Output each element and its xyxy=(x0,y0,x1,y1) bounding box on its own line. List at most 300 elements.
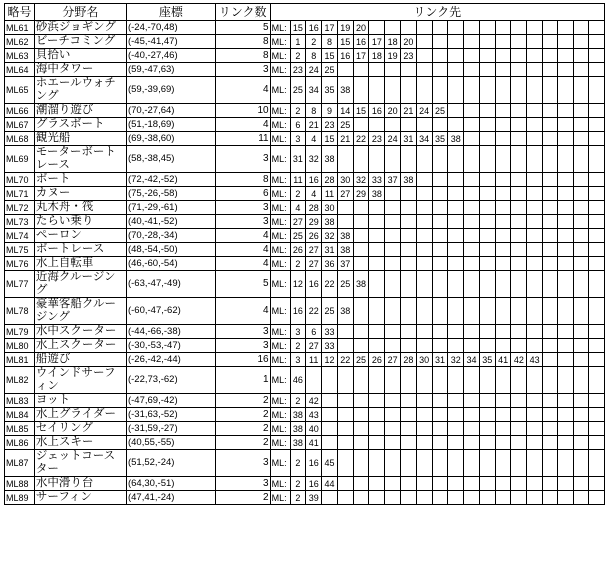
link-target-cell: 39 xyxy=(306,491,322,505)
row-link-count: 4 xyxy=(215,118,270,132)
empty-link-cell xyxy=(495,229,511,243)
empty-link-cell xyxy=(416,325,432,339)
empty-link-cell xyxy=(385,491,401,505)
empty-link-cell xyxy=(369,491,385,505)
empty-link-cell xyxy=(432,243,448,257)
empty-link-cell xyxy=(353,118,369,132)
empty-link-cell xyxy=(527,257,543,271)
empty-link-cell xyxy=(511,104,527,118)
empty-link-cell xyxy=(464,215,480,229)
empty-link-cell xyxy=(495,21,511,35)
row-name: 水中滑り台 xyxy=(34,477,126,491)
link-target-cell: 4 xyxy=(306,132,322,146)
empty-link-cell xyxy=(573,367,588,394)
link-target-cell: 3 xyxy=(290,132,306,146)
row-code: ML67 xyxy=(5,118,35,132)
empty-link-cell xyxy=(448,436,464,450)
row-link-count: 4 xyxy=(215,243,270,257)
empty-link-cell xyxy=(573,49,588,63)
row-coord: (71,-29,-61) xyxy=(126,201,215,215)
empty-link-cell xyxy=(573,132,588,146)
empty-link-cell xyxy=(495,187,511,201)
empty-link-cell xyxy=(432,367,448,394)
empty-link-cell xyxy=(448,394,464,408)
table-row xyxy=(5,298,605,325)
row-name: モーターボートレース xyxy=(34,146,126,173)
empty-link-cell xyxy=(369,394,385,408)
link-prefix: ML: xyxy=(270,215,290,229)
empty-link-cell xyxy=(589,63,605,77)
empty-link-cell xyxy=(479,450,495,477)
link-target-cell: 15 xyxy=(322,49,338,63)
empty-link-cell xyxy=(416,63,432,77)
empty-link-cell xyxy=(416,436,432,450)
link-target-cell: 32 xyxy=(306,146,322,173)
link-target-cell: 1 xyxy=(290,35,306,49)
row-code: ML85 xyxy=(5,422,35,436)
row-coord: (72,-42,-52) xyxy=(126,173,215,187)
row-coord: (-44,-66,-38) xyxy=(126,325,215,339)
link-target-cell: 25 xyxy=(432,104,448,118)
empty-link-cell xyxy=(573,118,588,132)
row-link-count: 4 xyxy=(215,257,270,271)
link-target-cell: 19 xyxy=(337,21,353,35)
link-target-cell: 38 xyxy=(290,422,306,436)
link-target-cell: 18 xyxy=(385,35,401,49)
empty-link-cell xyxy=(573,104,588,118)
row-coord: (59,-39,69) xyxy=(126,77,215,104)
link-target-cell: 35 xyxy=(322,77,338,104)
table-row xyxy=(5,201,605,215)
empty-link-cell xyxy=(337,146,353,173)
link-target-cell: 22 xyxy=(322,271,338,298)
empty-link-cell xyxy=(432,436,448,450)
empty-link-cell xyxy=(527,215,543,229)
link-target-cell: 33 xyxy=(322,339,338,353)
empty-link-cell xyxy=(511,229,527,243)
empty-link-cell xyxy=(543,146,558,173)
empty-link-cell xyxy=(385,477,401,491)
empty-link-cell xyxy=(416,422,432,436)
link-prefix: ML: xyxy=(270,146,290,173)
link-target-cell: 25 xyxy=(322,63,338,77)
row-coord: (-31,59,-27) xyxy=(126,422,215,436)
empty-link-cell xyxy=(527,477,543,491)
link-target-cell: 38 xyxy=(448,132,464,146)
table-row xyxy=(5,491,605,505)
empty-link-cell xyxy=(573,436,588,450)
empty-link-cell xyxy=(543,408,558,422)
table-row xyxy=(5,394,605,408)
empty-link-cell xyxy=(479,477,495,491)
row-name: ウインドサーフィン xyxy=(34,367,126,394)
link-target-cell: 16 xyxy=(353,35,369,49)
empty-link-cell xyxy=(369,77,385,104)
link-target-cell: 27 xyxy=(385,353,401,367)
link-target-cell: 23 xyxy=(322,118,338,132)
empty-link-cell xyxy=(464,271,480,298)
empty-link-cell xyxy=(543,187,558,201)
empty-link-cell xyxy=(511,21,527,35)
empty-link-cell xyxy=(495,146,511,173)
empty-link-cell xyxy=(369,118,385,132)
header-code: 略号 xyxy=(5,4,35,21)
link-prefix: ML: xyxy=(270,339,290,353)
empty-link-cell xyxy=(401,477,417,491)
link-target-cell: 4 xyxy=(306,187,322,201)
row-coord: (46,-60,-54) xyxy=(126,257,215,271)
link-target-cell: 16 xyxy=(306,21,322,35)
row-link-count: 8 xyxy=(215,49,270,63)
empty-link-cell xyxy=(353,491,369,505)
link-target-cell: 20 xyxy=(353,21,369,35)
empty-link-cell xyxy=(353,422,369,436)
row-code: ML89 xyxy=(5,491,35,505)
empty-link-cell xyxy=(527,394,543,408)
empty-link-cell xyxy=(527,450,543,477)
table-row xyxy=(5,187,605,201)
link-target-cell: 41 xyxy=(495,353,511,367)
row-coord: (47,41,-24) xyxy=(126,491,215,505)
link-target-cell: 34 xyxy=(464,353,480,367)
empty-link-cell xyxy=(432,325,448,339)
link-target-cell: 2 xyxy=(306,35,322,49)
link-prefix: ML: xyxy=(270,298,290,325)
empty-link-cell xyxy=(527,339,543,353)
empty-link-cell xyxy=(589,243,605,257)
link-target-cell: 25 xyxy=(290,229,306,243)
empty-link-cell xyxy=(401,243,417,257)
link-target-cell: 16 xyxy=(306,477,322,491)
empty-link-cell xyxy=(385,77,401,104)
empty-link-cell xyxy=(543,436,558,450)
empty-link-cell xyxy=(369,201,385,215)
empty-link-cell xyxy=(589,201,605,215)
row-name: 水中スクーター xyxy=(34,325,126,339)
empty-link-cell xyxy=(432,215,448,229)
link-target-cell: 26 xyxy=(306,229,322,243)
empty-link-cell xyxy=(558,118,573,132)
empty-link-cell xyxy=(573,422,588,436)
link-target-cell: 15 xyxy=(353,104,369,118)
table-body xyxy=(5,21,605,505)
link-target-cell: 23 xyxy=(290,63,306,77)
link-target-cell: 22 xyxy=(337,353,353,367)
empty-link-cell xyxy=(416,187,432,201)
row-link-count: 2 xyxy=(215,408,270,422)
empty-link-cell xyxy=(322,491,338,505)
link-target-cell: 20 xyxy=(385,104,401,118)
row-code: ML81 xyxy=(5,353,35,367)
row-code: ML74 xyxy=(5,229,35,243)
empty-link-cell xyxy=(432,477,448,491)
empty-link-cell xyxy=(353,367,369,394)
empty-link-cell xyxy=(543,257,558,271)
empty-link-cell xyxy=(322,436,338,450)
empty-link-cell xyxy=(464,104,480,118)
empty-link-cell xyxy=(401,63,417,77)
empty-link-cell xyxy=(385,339,401,353)
empty-link-cell xyxy=(448,271,464,298)
empty-link-cell xyxy=(448,77,464,104)
empty-link-cell xyxy=(385,394,401,408)
row-code: ML86 xyxy=(5,436,35,450)
row-link-count: 1 xyxy=(215,367,270,394)
empty-link-cell xyxy=(464,35,480,49)
row-link-count: 2 xyxy=(215,422,270,436)
link-target-cell: 23 xyxy=(401,49,417,63)
empty-link-cell xyxy=(448,118,464,132)
link-prefix: ML: xyxy=(270,367,290,394)
table-row xyxy=(5,49,605,63)
empty-link-cell xyxy=(416,215,432,229)
empty-link-cell xyxy=(495,77,511,104)
empty-link-cell xyxy=(543,422,558,436)
link-target-cell: 2 xyxy=(290,450,306,477)
empty-link-cell xyxy=(558,257,573,271)
link-target-cell: 31 xyxy=(432,353,448,367)
empty-link-cell xyxy=(401,298,417,325)
empty-link-cell xyxy=(448,325,464,339)
empty-link-cell xyxy=(589,298,605,325)
link-target-cell: 38 xyxy=(322,215,338,229)
empty-link-cell xyxy=(543,229,558,243)
empty-link-cell xyxy=(337,408,353,422)
link-target-cell: 24 xyxy=(385,132,401,146)
row-coord: (-22,73,-62) xyxy=(126,367,215,394)
empty-link-cell xyxy=(543,21,558,35)
empty-link-cell xyxy=(448,104,464,118)
empty-link-cell xyxy=(369,422,385,436)
empty-link-cell xyxy=(385,229,401,243)
table-row xyxy=(5,229,605,243)
empty-link-cell xyxy=(558,215,573,229)
empty-link-cell xyxy=(558,491,573,505)
link-target-cell: 38 xyxy=(369,187,385,201)
table-row xyxy=(5,77,605,104)
link-target-cell: 32 xyxy=(448,353,464,367)
empty-link-cell xyxy=(353,201,369,215)
empty-link-cell xyxy=(306,367,322,394)
link-target-cell: 34 xyxy=(416,132,432,146)
row-name: 豪華客船クルージング xyxy=(34,298,126,325)
row-link-count: 2 xyxy=(215,491,270,505)
row-code: ML76 xyxy=(5,257,35,271)
link-target-cell: 42 xyxy=(511,353,527,367)
link-target-cell: 17 xyxy=(369,35,385,49)
empty-link-cell xyxy=(416,271,432,298)
empty-link-cell xyxy=(543,35,558,49)
empty-link-cell xyxy=(558,21,573,35)
empty-link-cell xyxy=(589,173,605,187)
empty-link-cell xyxy=(511,201,527,215)
empty-link-cell xyxy=(495,271,511,298)
link-target-cell: 21 xyxy=(337,132,353,146)
link-target-cell: 38 xyxy=(401,173,417,187)
link-target-cell: 45 xyxy=(322,450,338,477)
empty-link-cell xyxy=(448,146,464,173)
empty-link-cell xyxy=(495,49,511,63)
empty-link-cell xyxy=(464,325,480,339)
table-row xyxy=(5,21,605,35)
empty-link-cell xyxy=(573,187,588,201)
link-prefix: ML: xyxy=(270,257,290,271)
empty-link-cell xyxy=(369,436,385,450)
link-target-cell: 12 xyxy=(322,353,338,367)
empty-link-cell xyxy=(432,63,448,77)
empty-link-cell xyxy=(432,491,448,505)
link-target-cell: 2 xyxy=(290,339,306,353)
link-target-cell: 25 xyxy=(353,353,369,367)
row-code: ML88 xyxy=(5,477,35,491)
empty-link-cell xyxy=(337,450,353,477)
empty-link-cell xyxy=(464,450,480,477)
empty-link-cell xyxy=(432,229,448,243)
empty-link-cell xyxy=(353,436,369,450)
empty-link-cell xyxy=(448,491,464,505)
empty-link-cell xyxy=(527,35,543,49)
row-link-count: 16 xyxy=(215,353,270,367)
row-coord: (-30,-53,-47) xyxy=(126,339,215,353)
empty-link-cell xyxy=(543,325,558,339)
empty-link-cell xyxy=(573,408,588,422)
empty-link-cell xyxy=(543,271,558,298)
link-target-cell: 23 xyxy=(369,132,385,146)
empty-link-cell xyxy=(448,243,464,257)
empty-link-cell xyxy=(543,63,558,77)
empty-link-cell xyxy=(558,298,573,325)
empty-link-cell xyxy=(464,146,480,173)
empty-link-cell xyxy=(558,229,573,243)
empty-link-cell xyxy=(573,146,588,173)
empty-link-cell xyxy=(385,367,401,394)
empty-link-cell xyxy=(589,215,605,229)
row-coord: (-40,-27,46) xyxy=(126,49,215,63)
empty-link-cell xyxy=(589,394,605,408)
empty-link-cell xyxy=(479,229,495,243)
row-link-count: 2 xyxy=(215,436,270,450)
empty-link-cell xyxy=(432,118,448,132)
link-target-cell: 17 xyxy=(353,49,369,63)
empty-link-cell xyxy=(337,63,353,77)
row-name: 水上スクーター xyxy=(34,339,126,353)
link-target-cell: 18 xyxy=(369,49,385,63)
empty-link-cell xyxy=(353,257,369,271)
empty-link-cell xyxy=(401,491,417,505)
empty-link-cell xyxy=(589,271,605,298)
empty-link-cell xyxy=(464,229,480,243)
empty-link-cell xyxy=(416,450,432,477)
row-link-count: 6 xyxy=(215,187,270,201)
link-target-cell: 26 xyxy=(290,243,306,257)
link-target-cell: 37 xyxy=(385,173,401,187)
empty-link-cell xyxy=(369,477,385,491)
table-row xyxy=(5,215,605,229)
empty-link-cell xyxy=(495,367,511,394)
empty-link-cell xyxy=(511,118,527,132)
empty-link-cell xyxy=(589,491,605,505)
empty-link-cell xyxy=(353,408,369,422)
link-target-cell: 6 xyxy=(290,118,306,132)
link-prefix: ML: xyxy=(270,477,290,491)
row-name: 水上スキー xyxy=(34,436,126,450)
row-coord: (59,-47,63) xyxy=(126,63,215,77)
empty-link-cell xyxy=(432,201,448,215)
empty-link-cell xyxy=(322,394,338,408)
empty-link-cell xyxy=(416,408,432,422)
empty-link-cell xyxy=(401,436,417,450)
empty-link-cell xyxy=(543,77,558,104)
link-target-cell: 33 xyxy=(322,325,338,339)
row-name: ビーチコミング xyxy=(34,35,126,49)
link-target-cell: 28 xyxy=(306,201,322,215)
empty-link-cell xyxy=(511,173,527,187)
row-code: ML87 xyxy=(5,450,35,477)
empty-link-cell xyxy=(543,132,558,146)
empty-link-cell xyxy=(401,450,417,477)
table-row xyxy=(5,367,605,394)
empty-link-cell xyxy=(573,325,588,339)
empty-link-cell xyxy=(558,450,573,477)
empty-link-cell xyxy=(558,132,573,146)
row-code: ML65 xyxy=(5,77,35,104)
empty-link-cell xyxy=(589,77,605,104)
link-target-cell: 2 xyxy=(290,187,306,201)
empty-link-cell xyxy=(464,21,480,35)
link-target-cell: 40 xyxy=(306,422,322,436)
empty-link-cell xyxy=(511,271,527,298)
empty-link-cell xyxy=(543,353,558,367)
link-target-cell: 36 xyxy=(322,257,338,271)
empty-link-cell xyxy=(479,367,495,394)
empty-link-cell xyxy=(479,339,495,353)
link-prefix: ML: xyxy=(270,132,290,146)
link-prefix: ML: xyxy=(270,422,290,436)
empty-link-cell xyxy=(527,77,543,104)
link-target-cell: 21 xyxy=(306,118,322,132)
empty-link-cell xyxy=(558,339,573,353)
row-code: ML83 xyxy=(5,394,35,408)
empty-link-cell xyxy=(589,422,605,436)
table-row xyxy=(5,450,605,477)
empty-link-cell xyxy=(353,63,369,77)
row-code: ML77 xyxy=(5,271,35,298)
empty-link-cell xyxy=(369,408,385,422)
empty-link-cell xyxy=(573,491,588,505)
link-target-cell: 38 xyxy=(337,77,353,104)
empty-link-cell xyxy=(527,173,543,187)
row-coord: (51,52,-24) xyxy=(126,450,215,477)
empty-link-cell xyxy=(573,35,588,49)
link-target-cell: 15 xyxy=(322,132,338,146)
empty-link-cell xyxy=(337,422,353,436)
empty-link-cell xyxy=(573,477,588,491)
header-links: リンク先 xyxy=(270,4,604,21)
table-row xyxy=(5,422,605,436)
empty-link-cell xyxy=(416,394,432,408)
empty-link-cell xyxy=(369,229,385,243)
link-target-cell: 25 xyxy=(290,77,306,104)
table-row xyxy=(5,408,605,422)
empty-link-cell xyxy=(511,394,527,408)
empty-link-cell xyxy=(479,201,495,215)
empty-link-cell xyxy=(464,187,480,201)
link-prefix: ML: xyxy=(270,450,290,477)
empty-link-cell xyxy=(589,477,605,491)
empty-link-cell xyxy=(385,436,401,450)
table-row xyxy=(5,118,605,132)
link-target-cell: 4 xyxy=(290,201,306,215)
